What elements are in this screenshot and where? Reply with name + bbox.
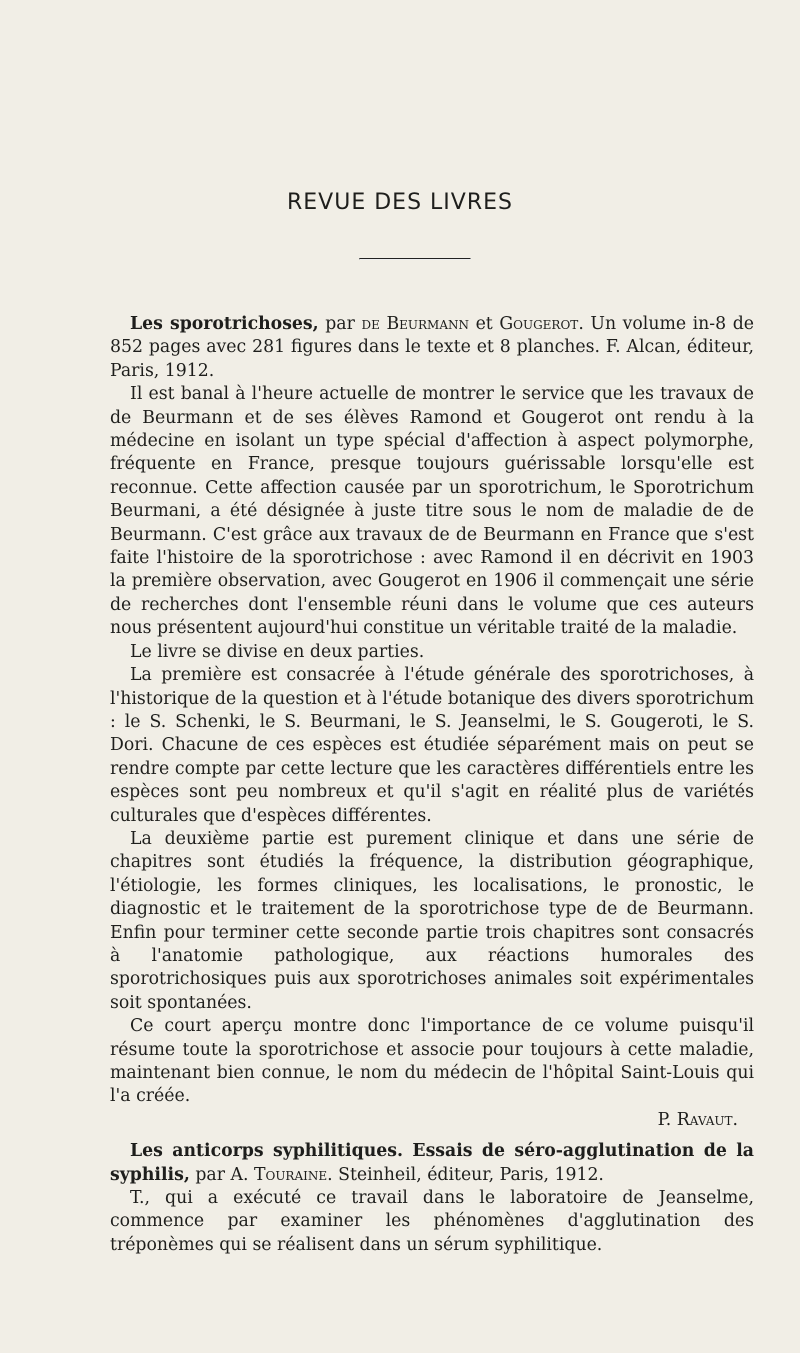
review2-biblio: . Steinheil, éditeur, Paris, 1912.	[327, 1164, 604, 1185]
review1-paragraph-3: La première est consacrée à l'étude générale des sporotrichoses, à l'historique de la question et à l'étude botanique des divers sporotrichum : le S. Schenki, le S. Beurmani, le S. Jeanselmi, le S. Gougeroti, le S. Dori. Chacune de ces espèces est étudiée séparément mais on peut se rendre compte par cette lecture que les caractères différentiels entre les espèces sont peu nombreux et qu'il s'agit en réalité plus de variétés culturales que d'espèces différentes.	[110, 665, 754, 826]
title-rule	[359, 258, 471, 260]
review1-biblio: . Un volume in-8 de 852 pages avec 281 figures dans le texte et 8 planches. F. Alcan, éditeur, Paris, 1912.	[110, 314, 754, 381]
article-body	[110, 313, 754, 1257]
review1-author2: Gougerot	[499, 314, 579, 334]
review1-paragraph-4: La deuxième partie est purement clinique et dans une série de chapitres sont étudiés la fréquence, la distribution géographique, l'étiologie, les formes cliniques, les localisations, le pronostic, le diagnostic et le traitement de la sporotrichose type de de Beurmann. Enfin pour terminer cette seconde partie trois chapitres sont consacrés à l'anatomie pathologique, aux réactions humorales des sporotrichosiques puis aux sporotrichoses animales soit expérimentales soit spontanées.	[110, 828, 754, 1013]
review1-title: Les sporotrichoses,	[130, 314, 319, 334]
review1-paragraph-5: Ce court aperçu montre donc l'importance de ce volume puisqu'il résume toute la sporotrichose et associe pour toujours à cette maladie, maintenant bien connue, le nom du médecin de l'hôpital Saint-Louis qui l'a créée.	[110, 1016, 754, 1107]
review1-author-prefix: de	[361, 314, 380, 334]
review2-heading	[110, 1140, 754, 1187]
review1-paragraph-1: Il est banal à l'heure actuelle de montrer le service que les travaux de de Beurmann et de ses élèves Ramond et Gougerot ont rendu à la médecine en isolant un type spécial d'affection à aspect polymorphe, fréquente en France, presque toujours guérissable lorsqu'elle est reconnue. Cette affection causée par un sporotrichum, le Sporotrichum Beurmani, a été désignée à juste titre sous le nom de maladie de de Beurmann. C'est grâce aux travaux de de Beurmann en France que s'est faite l'histoire de la sporotrichose : avec Ramond il en décrivit en 1903 la première observation, avec Gougerot en 1906 il commençait une série de recherches dont l'ensemble réuni dans le volume que ces auteurs nous présentent aujourd'hui constitue un véritable traité de la maladie.	[110, 384, 754, 639]
review1-paragraph-2: Le livre se divise en deux parties.	[130, 641, 425, 662]
signature-name: Ravaut.	[676, 1109, 738, 1130]
review2-by: par A.	[195, 1164, 249, 1185]
page-title: REVUE DES LIVRES	[287, 190, 513, 215]
signature-initial: P.	[657, 1109, 672, 1130]
review2-paragraph-1: T., qui a exécuté ce travail dans le laboratoire de Jeanselme, commence par examiner les phénomènes d'agglutination des tréponèmes qui se réalisent dans un sérum syphilitique.	[110, 1188, 754, 1255]
review1-heading	[110, 313, 754, 383]
review1-signature	[110, 1109, 754, 1132]
review1-and: et	[475, 314, 493, 334]
review2-title: Les anticorps syphilitiques. Essais de séro-agglutination de la syphilis,	[110, 1141, 754, 1185]
review2-author: Touraine	[253, 1164, 328, 1185]
review1-author1: Beurmann	[386, 314, 469, 334]
review1-by: par	[325, 314, 355, 334]
